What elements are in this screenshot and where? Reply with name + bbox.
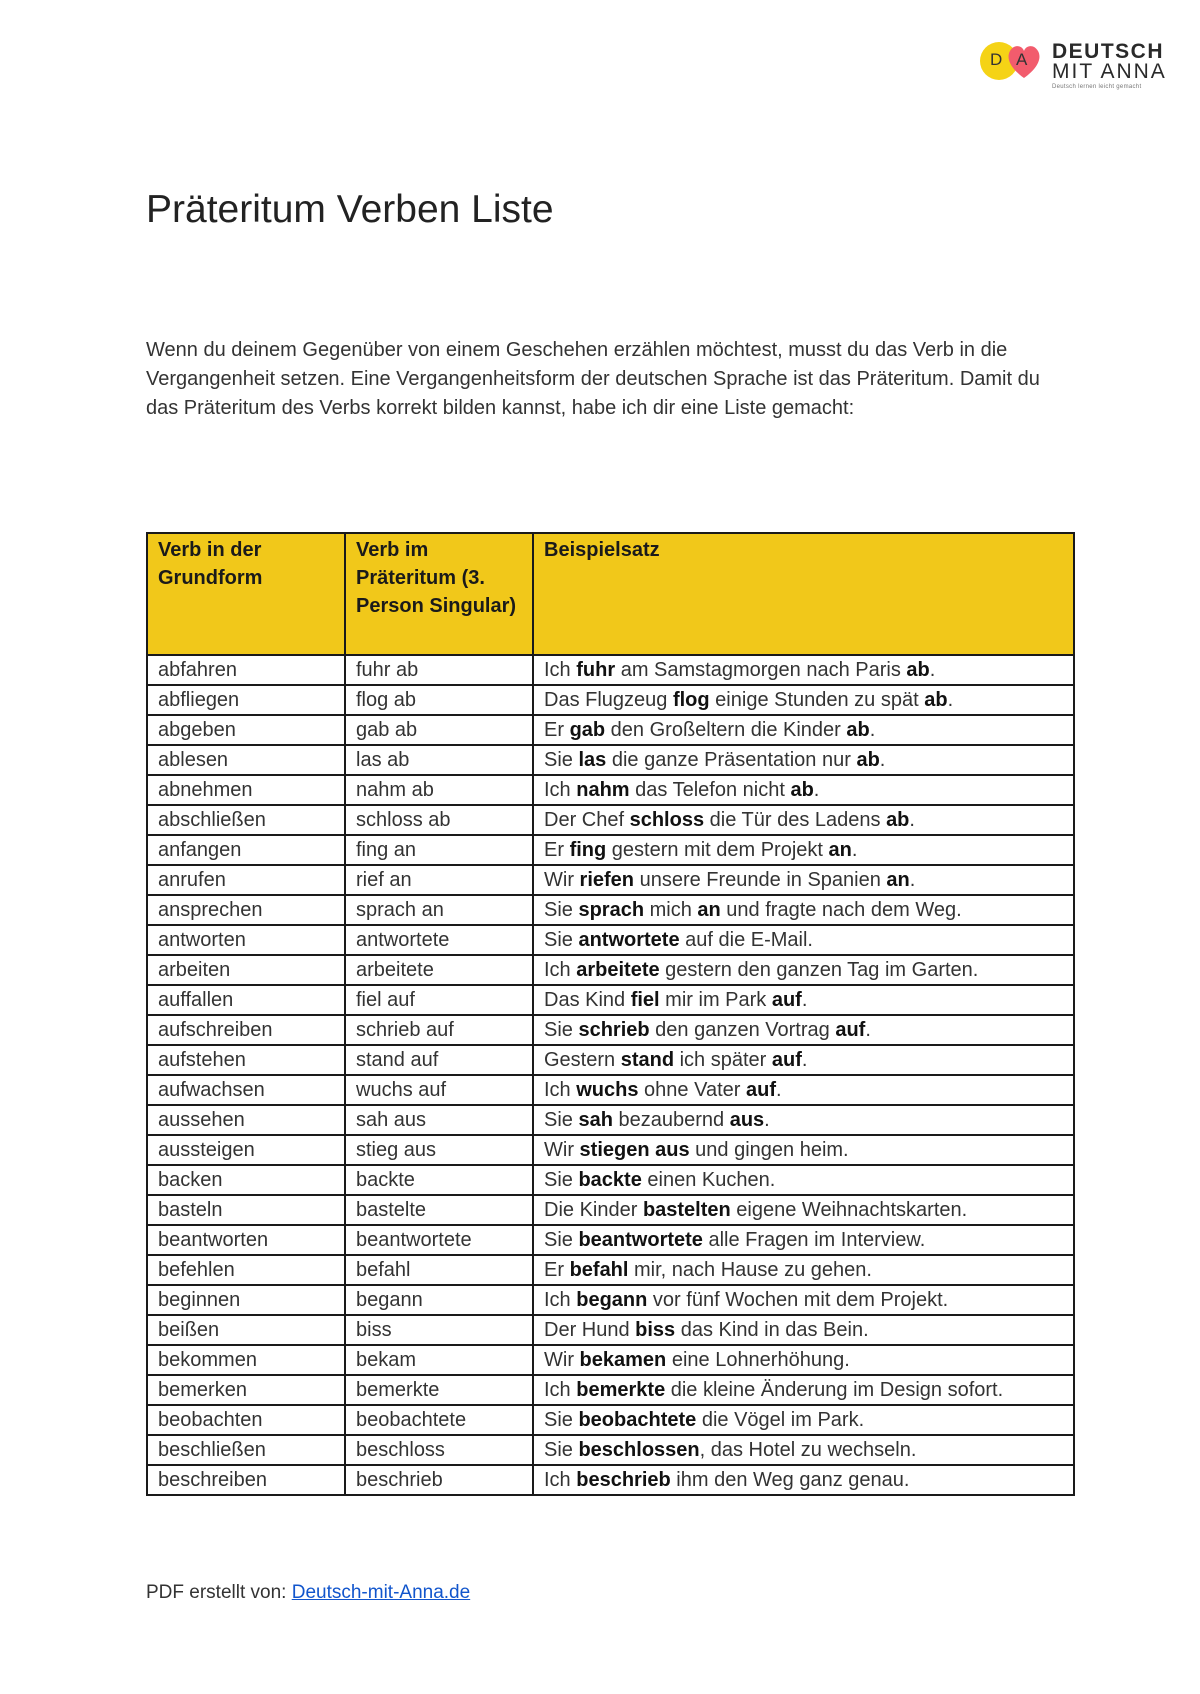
logo-letter-d: D: [990, 50, 1003, 69]
verb-cell: befehlen: [147, 1255, 345, 1285]
praeteritum-cell: antwortete: [345, 925, 533, 955]
example-sentence-cell: Sie antwortete auf die E-Mail.: [533, 925, 1074, 955]
verb-cell: ansprechen: [147, 895, 345, 925]
example-sentence-cell: Ich fuhr am Samstagmorgen nach Paris ab.: [533, 655, 1074, 685]
example-sentence-cell: Sie beobachtete die Vögel im Park.: [533, 1405, 1074, 1435]
footer: [146, 1582, 470, 1604]
example-sentence-cell: Der Chef schloss die Tür des Ladens ab.: [533, 805, 1074, 835]
verb-cell: beschließen: [147, 1435, 345, 1465]
example-sentence-cell: Ich begann vor fünf Wochen mit dem Projekt.: [533, 1285, 1074, 1315]
example-sentence-cell: Wir stiegen aus und gingen heim.: [533, 1135, 1074, 1165]
example-sentence-cell: Das Kind fiel mir im Park auf.: [533, 985, 1074, 1015]
verb-cell: bekommen: [147, 1345, 345, 1375]
praeteritum-cell: wuchs auf: [345, 1075, 533, 1105]
table-row: [147, 835, 1074, 865]
table-row: [147, 1285, 1074, 1315]
praeteritum-cell: biss: [345, 1315, 533, 1345]
footer-prefix: PDF erstellt von:: [146, 1582, 292, 1603]
verb-cell: arbeiten: [147, 955, 345, 985]
footer-link[interactable]: Deutsch-mit-Anna.de: [291, 1582, 471, 1603]
praeteritum-cell: sah aus: [345, 1105, 533, 1135]
verb-cell: abfliegen: [147, 685, 345, 715]
verb-cell: aufwachsen: [147, 1075, 345, 1105]
table-row: [147, 775, 1074, 805]
table-row: [147, 805, 1074, 835]
praeteritum-cell: sprach an: [345, 895, 533, 925]
praeteritum-cell: befahl: [345, 1255, 533, 1285]
table-row: [147, 1195, 1074, 1225]
example-sentence-cell: Der Hund biss das Kind in das Bein.: [533, 1315, 1074, 1345]
praeteritum-cell: flog ab: [345, 685, 533, 715]
verb-cell: aufstehen: [147, 1045, 345, 1075]
verb-table: [146, 532, 1075, 1496]
verb-cell: abfahren: [147, 655, 345, 685]
praeteritum-cell: bekam: [345, 1345, 533, 1375]
example-sentence-cell: Ich bemerkte die kleine Änderung im Design sofort.: [533, 1375, 1074, 1405]
logo-text-line1: DEUTSCH: [1052, 40, 1165, 63]
header-praeteritum: Verb im Präteritum (3. Person Singular): [345, 533, 533, 655]
verb-cell: abschließen: [147, 805, 345, 835]
praeteritum-cell: fuhr ab: [345, 655, 533, 685]
verb-cell: backen: [147, 1165, 345, 1195]
table-row: [147, 1255, 1074, 1285]
example-sentence-cell: Ich nahm das Telefon nicht ab.: [533, 775, 1074, 805]
verb-cell: aussehen: [147, 1105, 345, 1135]
praeteritum-cell: fing an: [345, 835, 533, 865]
verb-cell: beobachten: [147, 1405, 345, 1435]
verb-cell: abgeben: [147, 715, 345, 745]
example-sentence-cell: Sie sprach mich an und fragte nach dem Weg.: [533, 895, 1074, 925]
table-row: [147, 1075, 1074, 1105]
header-beispielsatz: Beispielsatz: [533, 533, 1074, 655]
logo-text-line2: MIT ANNA: [1052, 60, 1167, 83]
table-row: [147, 1465, 1074, 1495]
verb-cell: aufschreiben: [147, 1015, 345, 1045]
table-row: [147, 655, 1074, 685]
praeteritum-cell: backte: [345, 1165, 533, 1195]
table-header-row: [147, 533, 1074, 655]
example-sentence-cell: Sie beantwortete alle Fragen im Interview.: [533, 1225, 1074, 1255]
table-row: [147, 1165, 1074, 1195]
table-row: [147, 1435, 1074, 1465]
praeteritum-cell: beantwortete: [345, 1225, 533, 1255]
praeteritum-cell: nahm ab: [345, 775, 533, 805]
praeteritum-cell: las ab: [345, 745, 533, 775]
example-sentence-cell: Ich beschrieb ihm den Weg ganz genau.: [533, 1465, 1074, 1495]
logo-tagline: Deutsch lernen leicht gemacht: [1052, 84, 1142, 90]
table-row: [147, 745, 1074, 775]
table-row: [147, 1105, 1074, 1135]
verb-cell: aussteigen: [147, 1135, 345, 1165]
praeteritum-cell: arbeitete: [345, 955, 533, 985]
logo-mark: [980, 42, 1046, 82]
example-sentence-cell: Sie beschlossen, das Hotel zu wechseln.: [533, 1435, 1074, 1465]
example-sentence-cell: Ich arbeitete gestern den ganzen Tag im Garten.: [533, 955, 1074, 985]
verb-cell: antworten: [147, 925, 345, 955]
verb-cell: beißen: [147, 1315, 345, 1345]
praeteritum-cell: beschloss: [345, 1435, 533, 1465]
example-sentence-cell: Sie backte einen Kuchen.: [533, 1165, 1074, 1195]
example-sentence-cell: Er gab den Großeltern die Kinder ab.: [533, 715, 1074, 745]
table-row: [147, 1315, 1074, 1345]
verb-cell: ablesen: [147, 745, 345, 775]
praeteritum-cell: bemerkte: [345, 1375, 533, 1405]
verb-cell: beginnen: [147, 1285, 345, 1315]
table-body: [147, 655, 1074, 1495]
table-row: [147, 1015, 1074, 1045]
brand-logo: [980, 40, 1170, 94]
verb-cell: anfangen: [147, 835, 345, 865]
intro-paragraph: Wenn du deinem Gegenüber von einem Geschehen erzählen möchtest, musst du das Verb in die Vergangenheit setzen. Eine Vergangenheitsform der deutschen Sprache ist das Präteritum. Damit du das Präteritum des Verbs korrekt bilden kannst, habe ich dir eine Liste gemacht:: [146, 339, 1040, 419]
example-sentence-cell: Gestern stand ich später auf.: [533, 1045, 1074, 1075]
table-row: [147, 985, 1074, 1015]
table-row: [147, 925, 1074, 955]
praeteritum-cell: fiel auf: [345, 985, 533, 1015]
table-row: [147, 1135, 1074, 1165]
page-title: Präteritum Verben Liste: [146, 188, 554, 231]
table-row: [147, 1225, 1074, 1255]
praeteritum-cell: schloss ab: [345, 805, 533, 835]
table-row: [147, 1045, 1074, 1075]
praeteritum-cell: beobachtete: [345, 1405, 533, 1435]
praeteritum-cell: stand auf: [345, 1045, 533, 1075]
example-sentence-cell: Sie schrieb den ganzen Vortrag auf.: [533, 1015, 1074, 1045]
table-row: [147, 865, 1074, 895]
praeteritum-cell: bastelte: [345, 1195, 533, 1225]
praeteritum-cell: stieg aus: [345, 1135, 533, 1165]
verb-cell: bemerken: [147, 1375, 345, 1405]
praeteritum-cell: begann: [345, 1285, 533, 1315]
verb-cell: auffallen: [147, 985, 345, 1015]
example-sentence-cell: Das Flugzeug flog einige Stunden zu spät ab.: [533, 685, 1074, 715]
praeteritum-cell: beschrieb: [345, 1465, 533, 1495]
table-row: [147, 1375, 1074, 1405]
verb-cell: beantworten: [147, 1225, 345, 1255]
example-sentence-cell: Sie sah bezaubernd aus.: [533, 1105, 1074, 1135]
table-row: [147, 1345, 1074, 1375]
header-grundform: Verb in der Grundform: [147, 533, 345, 655]
table-row: [147, 715, 1074, 745]
example-sentence-cell: Er befahl mir, nach Hause zu gehen.: [533, 1255, 1074, 1285]
example-sentence-cell: Die Kinder bastelten eigene Weihnachtskarten.: [533, 1195, 1074, 1225]
table-row: [147, 955, 1074, 985]
example-sentence-cell: Wir bekamen eine Lohnerhöhung.: [533, 1345, 1074, 1375]
table-row: [147, 685, 1074, 715]
verb-cell: anrufen: [147, 865, 345, 895]
table-row: [147, 1405, 1074, 1435]
verb-cell: abnehmen: [147, 775, 345, 805]
praeteritum-cell: gab ab: [345, 715, 533, 745]
praeteritum-cell: rief an: [345, 865, 533, 895]
example-sentence-cell: Sie las die ganze Präsentation nur ab.: [533, 745, 1074, 775]
table-row: [147, 895, 1074, 925]
logo-letter-a: A: [1016, 50, 1028, 69]
example-sentence-cell: Ich wuchs ohne Vater auf.: [533, 1075, 1074, 1105]
verb-cell: basteln: [147, 1195, 345, 1225]
example-sentence-cell: Er fing gestern mit dem Projekt an.: [533, 835, 1074, 865]
praeteritum-cell: schrieb auf: [345, 1015, 533, 1045]
verb-cell: beschreiben: [147, 1465, 345, 1495]
example-sentence-cell: Wir riefen unsere Freunde in Spanien an.: [533, 865, 1074, 895]
